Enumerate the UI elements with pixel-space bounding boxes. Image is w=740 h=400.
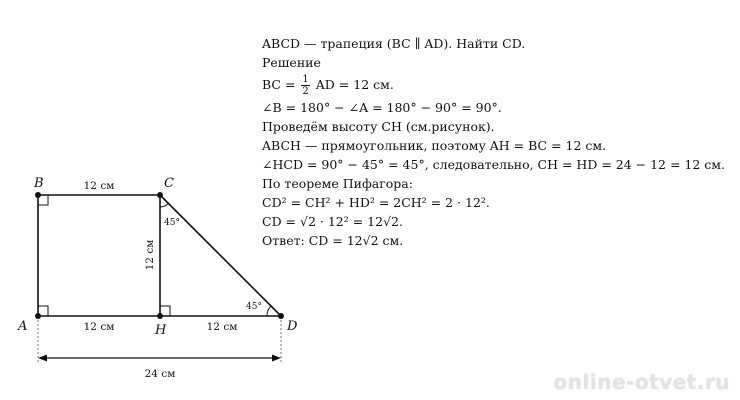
measure-ad: 24 см: [144, 368, 176, 380]
measure-hd: 12 см: [206, 321, 238, 333]
vertex-a: [35, 313, 41, 319]
cd-value: CD = √2 · 12² = 12√2.: [262, 214, 403, 229]
trapezoid-figure: [0, 0, 300, 400]
angle-hcd-step: ∠HCD = 90° − 45° = 45°, следовательно, CH = HD = 24 − 12 = 12 см.: [262, 157, 726, 172]
height-step: Проведём высоту CH (см.рисунок).: [262, 119, 495, 134]
fraction-numerator: 1: [302, 74, 309, 85]
bc-equation-right: AD = 12 см.: [315, 77, 394, 92]
solution-heading: Решение: [262, 55, 321, 70]
angle-label-d: 45°: [246, 302, 262, 312]
angle-b-equation: ∠B = 180° − ∠A = 180° − 90° = 90°.: [262, 100, 502, 115]
measure-bc: 12 см: [83, 180, 115, 192]
fraction-one-half: [301, 74, 309, 97]
label-d: D: [287, 319, 298, 334]
dimension-arrow-right: [272, 355, 281, 362]
pythagoras-heading: По теореме Пифагора:: [262, 176, 413, 191]
measure-ah: 12 см: [83, 321, 115, 333]
label-h: H: [155, 323, 167, 338]
vertex-h: [157, 313, 163, 319]
pythagoras-equation: CD² = CH² + HD² = 2CH² = 2 · 12².: [262, 195, 490, 210]
vertex-d: [278, 313, 284, 319]
angle-arc-c: [160, 204, 169, 208]
label-a: A: [18, 319, 28, 334]
solution-text: [262, 34, 737, 250]
problem-statement: ABCD — трапеция (BC ∥ AD). Найти CD.: [262, 36, 526, 51]
angle-label-c: 45°: [164, 218, 180, 228]
vertex-c: [157, 192, 163, 198]
bc-equation-left: BC =: [262, 77, 296, 92]
label-b: B: [34, 176, 44, 191]
dimension-arrow-left: [38, 355, 47, 362]
angle-arc-d: [267, 306, 271, 316]
bc-equation: [262, 72, 737, 98]
watermark: online-otvet.ru: [553, 370, 730, 394]
vertex-b: [35, 192, 41, 198]
measure-ch: 12 см: [144, 239, 156, 271]
fraction-denominator: 2: [302, 86, 309, 97]
label-c: C: [164, 176, 174, 191]
answer: Ответ: CD = 12√2 см.: [262, 233, 404, 248]
rectangle-step: ABCH — прямоугольник, поэтому AH = BC = 12 см.: [262, 138, 607, 153]
